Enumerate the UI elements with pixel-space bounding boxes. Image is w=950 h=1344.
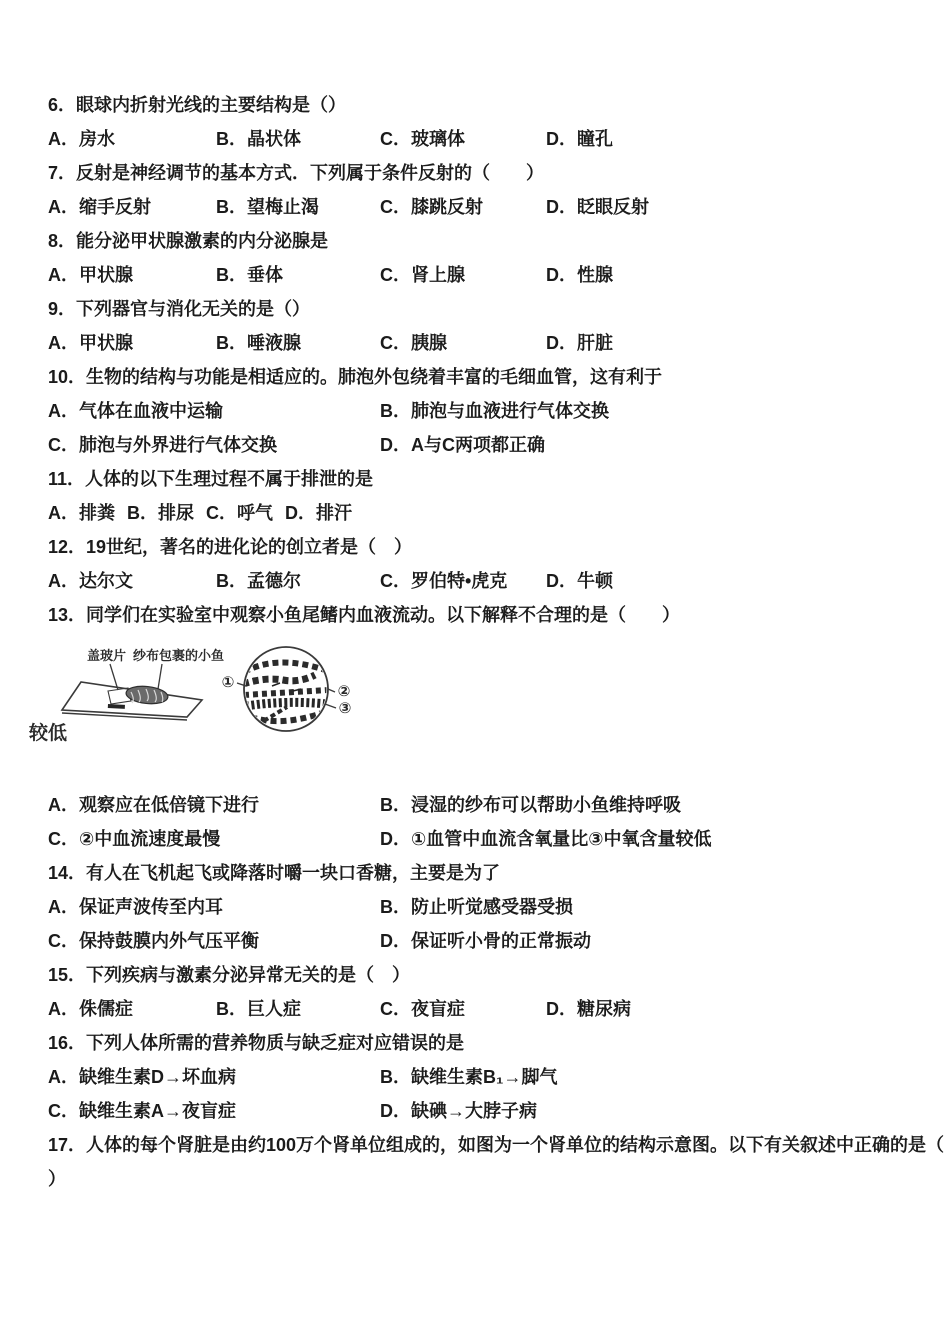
option-d: D．牛顿 (546, 571, 613, 591)
vessel-2-label: ② (337, 683, 351, 700)
question-7-options (48, 190, 910, 224)
question-15-options (48, 992, 910, 1026)
question-16-options (48, 1060, 910, 1128)
vessel-3-label: ③ (338, 700, 352, 717)
question-16-stem: 16．下列人体所需的营养物质与缺乏症对应错误的是 (48, 1033, 465, 1053)
option-a: A．观察应在低倍镜下进行 (48, 795, 259, 815)
option-c: C．玻璃体 (380, 129, 465, 149)
question-17-stem: 17．人体的每个肾脏是由约100万个肾单位组成的，如图为一个肾单位的结构示意图。以下有关叙述中正确的是（ (48, 1135, 945, 1155)
option-d: D．性腺 (546, 265, 613, 285)
option-b: B．望梅止渴 (216, 197, 319, 217)
option-b: B．缺维生素B₁→脚气 (380, 1067, 558, 1087)
vessel-2-leader-line (328, 689, 335, 692)
option-a: A．侏儒症 (48, 999, 133, 1019)
option-d: D．肝脏 (546, 333, 613, 353)
question-6-stem: 6．眼球内折射光线的主要结构是（） (48, 95, 347, 115)
gauze-fish-label: 纱布包裹的小鱼 (133, 648, 225, 663)
option-b: B．防止听觉感受器受损 (380, 897, 573, 917)
option-d: D．眨眼反射 (546, 197, 649, 217)
option-a: A．甲状腺 (48, 265, 133, 285)
question-6-options (48, 122, 910, 156)
question-11-options (48, 496, 910, 530)
option-a: A．缺维生素D→坏血病 (48, 1067, 236, 1087)
option-c: C．呼气 (206, 503, 273, 523)
question-14-stem: 14．有人在飞机起飞或降落时嚼一块口香糖，主要是为了 (48, 863, 501, 883)
question-11-stem: 11．人体的以下生理过程不属于排泄的是 (48, 469, 374, 489)
option-b: B．晶状体 (216, 129, 301, 149)
question-8-options (48, 258, 910, 292)
option-d: D．①血管中血流含氧量比③中氧含量较低 (380, 829, 712, 849)
blood-vessels (243, 662, 328, 725)
option-c: C．夜盲症 (380, 999, 465, 1019)
option-b: B．肺泡与血液进行气体交换 (380, 401, 609, 421)
option-d: D．保证听小骨的正常振动 (380, 931, 591, 951)
coverslip-label: 盖玻片 (87, 648, 127, 663)
vessel-1-label: ① (221, 674, 235, 691)
option-b: B．排尿 (127, 503, 194, 523)
option-d: D．缺碘→大脖子病 (380, 1101, 537, 1121)
fish-tail-observation-figure (25, 642, 385, 770)
question-10-options (48, 394, 910, 462)
question-10-stem: 10．生物的结构与功能是相适应的。肺泡外包绕着丰富的毛细血管，这有利于 (48, 367, 663, 387)
question-13-options (48, 788, 910, 856)
option-b: B．孟德尔 (216, 571, 301, 591)
slide-shadow-mark (108, 704, 125, 709)
question-9-options (48, 326, 910, 360)
option-d: D．瞳孔 (546, 129, 613, 149)
option-c: C．保持鼓膜内外气压平衡 (48, 931, 259, 951)
question-15-stem: 15．下列疾病与激素分泌异常无关的是（ ） (48, 965, 411, 985)
option-a: A．保证声波传至内耳 (48, 897, 223, 917)
option-c: C．肺泡与外界进行气体交换 (48, 435, 277, 455)
option-a: A．排粪 (48, 503, 115, 523)
question-7-stem: 7．反射是神经调节的基本方式．下列属于条件反射的（ ） (48, 163, 545, 183)
option-b: B．浸湿的纱布可以帮助小鱼维持呼吸 (380, 795, 681, 815)
option-d: D．糖尿病 (546, 999, 631, 1019)
question-13-stem: 13．同学们在实验室中观察小鱼尾鳍内血液流动。以下解释不合理的是（ ） (48, 605, 681, 625)
microscope-field (222, 647, 352, 731)
option-c: C．罗伯特•虎克 (380, 571, 508, 591)
option-a: A．缩手反射 (48, 197, 151, 217)
gauze-wrapped-fish (125, 684, 169, 705)
option-d: D．A与C两项都正确 (380, 435, 545, 455)
option-a: A．甲状腺 (48, 333, 133, 353)
option-b: B．巨人症 (216, 999, 301, 1019)
option-c: C．②中血流速度最慢 (48, 829, 221, 849)
question-14-options (48, 890, 910, 958)
option-c: C．胰腺 (380, 333, 447, 353)
question-8-stem: 8．能分泌甲状腺激素的内分泌腺是 (48, 231, 329, 251)
option-b: B．唾液腺 (216, 333, 301, 353)
question-9-stem: 9．下列器官与消化无关的是（） (48, 299, 311, 319)
option-c: C．缺维生素A→夜盲症 (48, 1101, 236, 1121)
question-13-figure (29, 642, 910, 788)
question-12-options (48, 564, 910, 598)
option-c: C．肾上腺 (380, 265, 465, 285)
option-c: C．膝跳反射 (380, 197, 483, 217)
question-17-stem-continued: ） (48, 1169, 66, 1189)
option-d: D．排汗 (285, 503, 352, 523)
vessel-3-leader-line (325, 704, 336, 708)
question-12-stem: 12．19世纪，著名的进化论的创立者是（ ） (48, 537, 413, 557)
option-b: B．垂体 (216, 265, 283, 285)
option-a: A．房水 (48, 129, 115, 149)
option-a: A．达尔文 (48, 571, 133, 591)
option-a: A．气体在血液中运输 (48, 401, 223, 421)
magnification-label: 较低 (29, 723, 68, 744)
fish-leader-line (158, 664, 162, 689)
